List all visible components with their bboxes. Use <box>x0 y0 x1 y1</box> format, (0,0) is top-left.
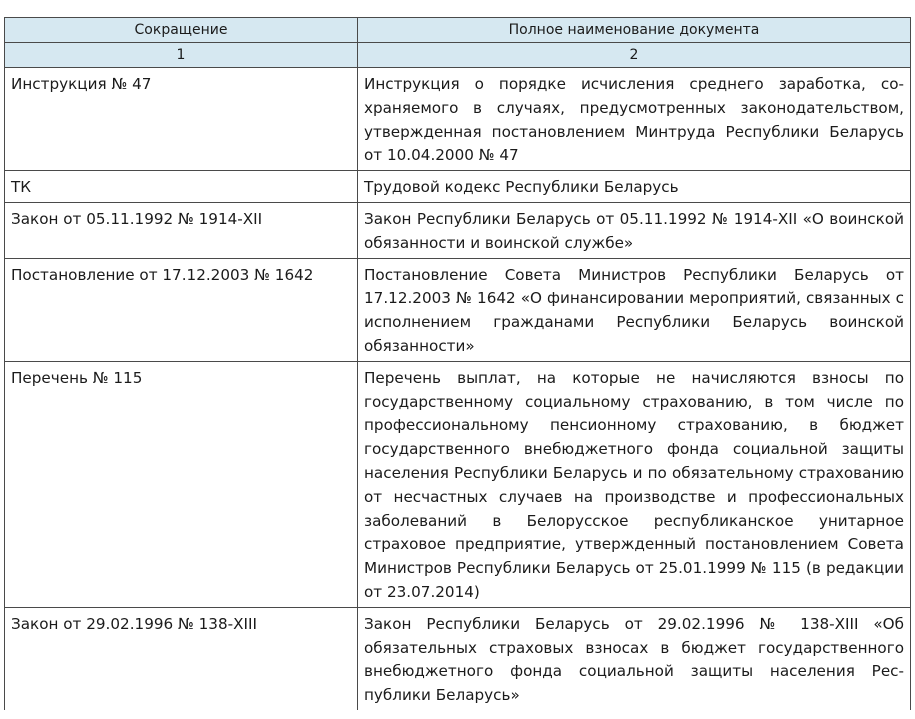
column-number-row <box>5 43 911 68</box>
full-name-cell: Перечень выплат, на которые не начисляются взносы по государственному социальному страхованию, в том числе по профессиональному пенсионному страхованию, в бюджет государственного внебюджетного фонда социальной защиты населения Республики Беларусь и по обязательному страхованию от несчастных случаев на производстве и профессиональных заболеваний в Белорусское республиканское унитарное страховое предприятие, утвержденный постановлением Совета Министров Республики Беларусь от 25.01.1999 № 115 (в редакции от 23.07.2014) <box>358 361 911 607</box>
abbreviation-cell: Закон от 05.11.1992 № 1914-XII <box>5 202 358 258</box>
table-row <box>5 171 911 203</box>
abbreviation-cell: Постановление от 17.12.2003 № 1642 <box>5 258 358 361</box>
abbreviation-cell: Перечень № 115 <box>5 361 358 607</box>
column-number-2: 2 <box>358 43 911 68</box>
full-name-cell: Постановление Совета Министров Республики Беларусь от 17.12.2003 № 1642 «О финансировании мероприятий, связанных с исполнением гражданами Республики Беларусь воинской обязанности» <box>358 258 911 361</box>
header-row <box>5 18 911 43</box>
table-row <box>5 202 911 258</box>
table-row <box>5 68 911 171</box>
header-abbreviation: Сокращение <box>5 18 358 43</box>
table-row <box>5 607 911 710</box>
full-name-cell: Закон Республики Беларусь от 29.02.1996 № 138-XIII «Об обязательных страховых взносах в бюджет государственного внебюджетного фонда социальной защиты населения Республики Беларусь» <box>358 607 911 710</box>
column-number-1: 1 <box>5 43 358 68</box>
table-row <box>5 361 911 607</box>
header-full-name: Полное наименование документа <box>358 18 911 43</box>
table-row <box>5 258 911 361</box>
abbreviations-table <box>4 17 911 710</box>
abbreviation-cell: Инструкция № 47 <box>5 68 358 171</box>
full-name-cell: Трудовой кодекс Республики Беларусь <box>358 171 911 203</box>
table-header <box>5 18 911 68</box>
full-name-cell: Инструкция о порядке исчисления среднего заработка, сохраняемого в случаях, предусмотренных законодательством, утвержденная постановлением Минтруда Республики Беларусь от 10.04.2000 № 47 <box>358 68 911 171</box>
full-name-cell: Закон Республики Беларусь от 05.11.1992 № 1914-XII «О воинской обязанности и воинской службе» <box>358 202 911 258</box>
abbreviation-cell: Закон от 29.02.1996 № 138-XIII <box>5 607 358 710</box>
table-body <box>5 68 911 710</box>
abbreviation-cell: ТК <box>5 171 358 203</box>
